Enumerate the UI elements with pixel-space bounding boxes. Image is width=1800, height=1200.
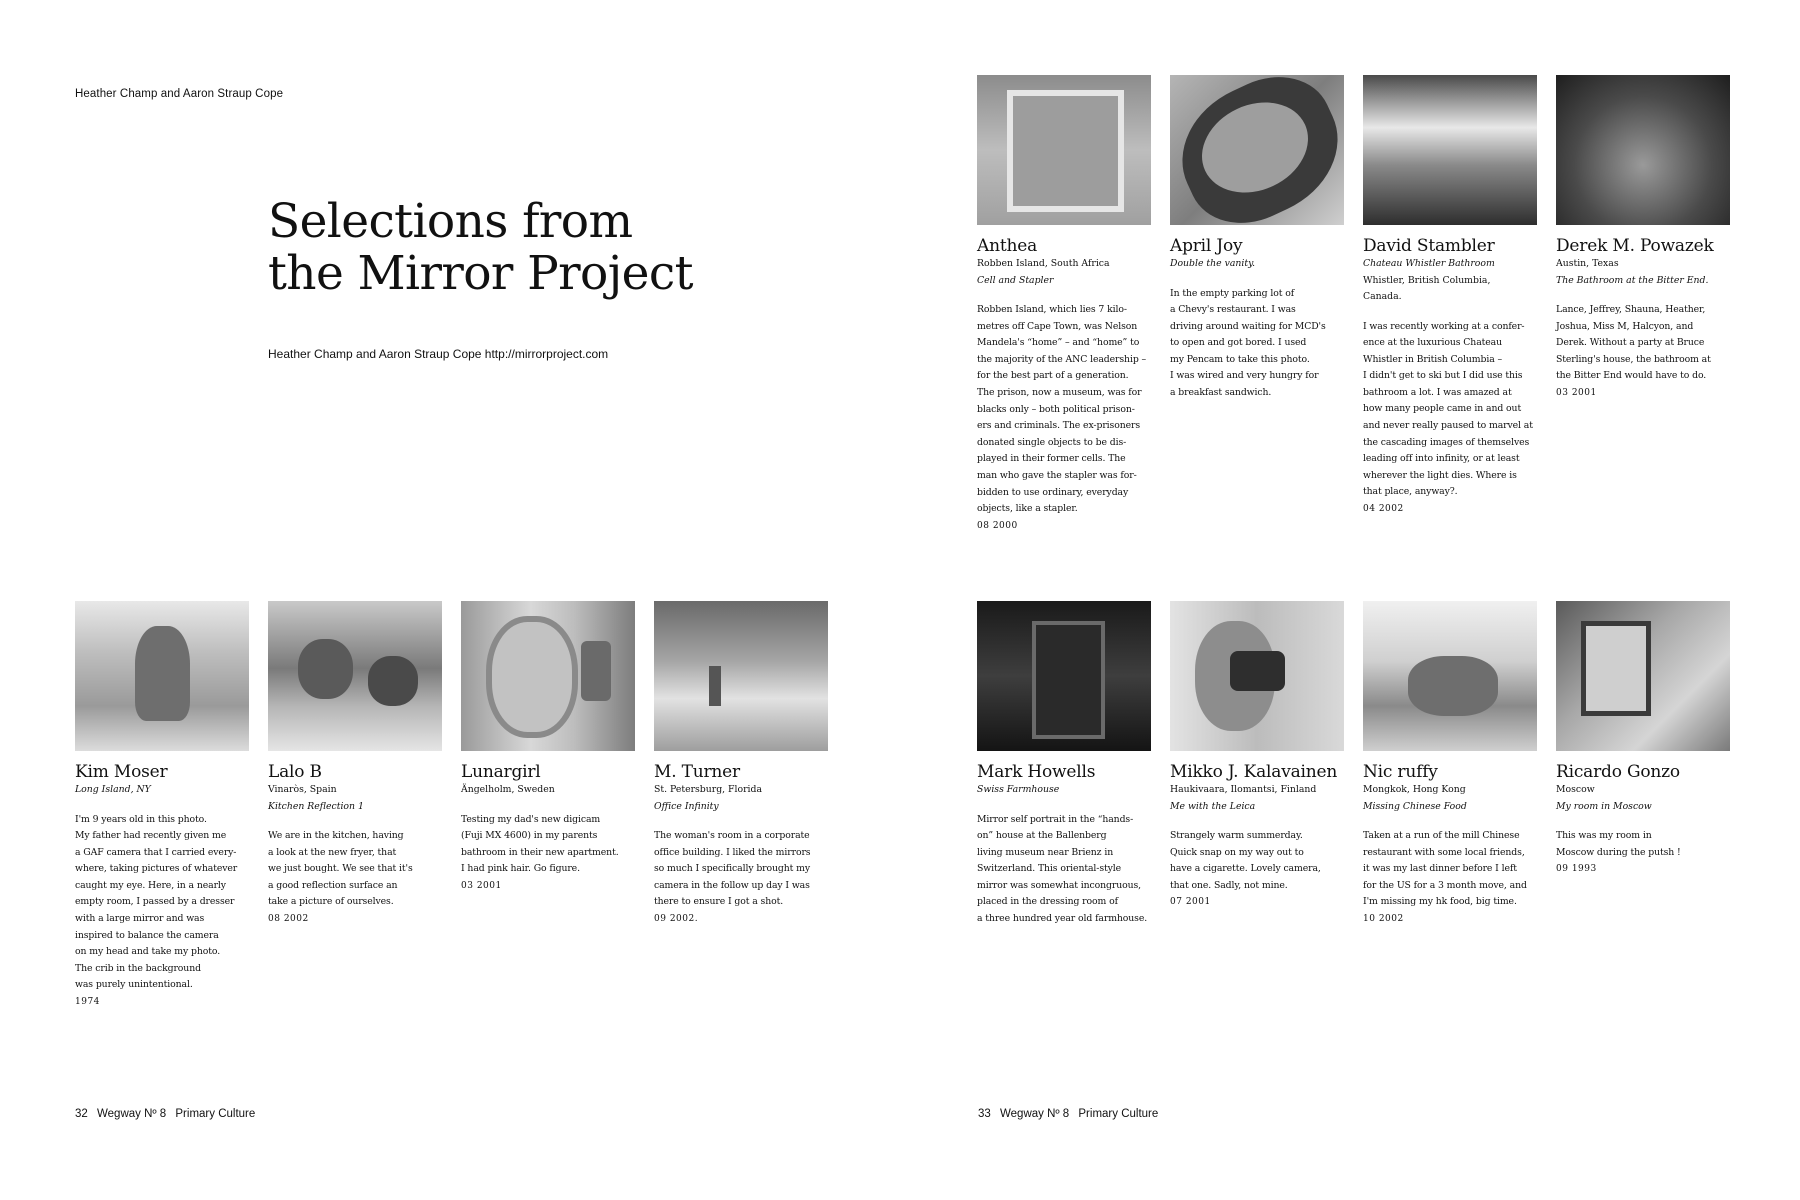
title-line-2: the Mirror Project — [268, 246, 693, 301]
entry-name: Kim Moser — [75, 762, 168, 782]
entry-caption: Cell and Stapler — [977, 274, 1054, 286]
entry-body: Lance, Jeffrey, Shauna, Heather, Joshua, Miss M, Halcyon, and Derek. Without a party at Bruce Sterling's house, the bathroom at the Bitter End would have to do. — [1556, 304, 1711, 382]
photo-kim-moser — [75, 601, 249, 751]
entry-name: Derek M. Powazek — [1556, 236, 1714, 256]
entry-location: Whistler, British Columbia, Canada. — [1363, 274, 1491, 302]
photo-anthea — [977, 75, 1151, 225]
entry-location: St. Petersburg, Florida — [654, 784, 762, 795]
entry-date: 04 2002 — [1363, 504, 1404, 515]
entry-location: Austin, Texas — [1556, 258, 1619, 269]
page-number: 32 — [75, 1108, 88, 1120]
entry-kim-moser — [75, 601, 249, 1010]
folio-left — [75, 1108, 261, 1120]
entry-location: Mongkok, Hong Kong — [1363, 784, 1466, 795]
entry-caption: Me with the Leica — [1170, 800, 1256, 812]
article-title — [268, 196, 693, 300]
entry-derek-powazek — [1556, 75, 1730, 401]
entry-caption: Kitchen Reflection 1 — [268, 800, 364, 812]
photo-david-stambler — [1363, 75, 1537, 225]
entry-body: Strangely warm summerday. Quick snap on my way out to have a cigarette. Lovely camera, that one. Sadly, not mine. — [1170, 830, 1321, 891]
entry-lalo-b — [268, 601, 442, 927]
entry-lunargirl — [461, 601, 635, 894]
photo-m-turner — [654, 601, 828, 751]
photo-mikko-kalavainen — [1170, 601, 1344, 751]
entry-date: 09 1993 — [1556, 864, 1597, 875]
entry-date: 10 2002 — [1363, 913, 1404, 924]
entry-location: Robben Island, South Africa — [977, 258, 1110, 269]
entry-name: April Joy — [1170, 236, 1243, 256]
entry-body: This was my room in Moscow during the putsh ! — [1556, 830, 1681, 858]
entry-body: The woman's room in a corporate office building. I liked the mirrors so much I specifically brought my camera in the follow up day I was there to ensure I got a shot. — [654, 830, 811, 908]
photo-derek-powazek — [1556, 75, 1730, 225]
photo-ricardo-gonzo — [1556, 601, 1730, 751]
entry-date: 09 2002. — [654, 913, 699, 924]
entry-name: Mikko J. Kalavainen — [1170, 762, 1338, 782]
entry-caption: Long Island, NY — [75, 784, 151, 795]
entry-date: 03 2001 — [1556, 387, 1597, 398]
running-header-authors: Heather Champ and Aaron Straup Cope — [75, 88, 284, 100]
entry-body: We are in the kitchen, having a look at the new fryer, that we just bought. We see that it's a good reflection surface an take a picture of ourselves. — [268, 830, 413, 908]
publication-name: Wegway Nº 8 — [97, 1108, 167, 1120]
entry-caption: Missing Chinese Food — [1363, 800, 1467, 812]
entry-caption: The Bathroom at the Bitter End. — [1556, 274, 1709, 286]
entry-date: 08 2000 — [977, 520, 1018, 531]
entry-name: Mark Howells — [977, 762, 1096, 782]
section-name: Primary Culture — [175, 1108, 256, 1120]
entry-name: David Stambler — [1363, 236, 1495, 256]
title-line-1: Selections from — [268, 194, 633, 249]
entry-name: Anthea — [977, 236, 1038, 256]
entry-date: 08 2002 — [268, 913, 309, 924]
entry-mark-howells — [977, 601, 1151, 928]
entry-location: Vinaròs, Spain — [268, 784, 337, 795]
entry-april-joy — [1170, 75, 1344, 402]
entry-nic-ruffy — [1363, 601, 1537, 927]
entry-m-turner — [654, 601, 828, 927]
entry-caption: Office Infinity — [654, 800, 719, 812]
entry-body: Robben Island, which lies 7 kilo- metres off Cape Town, was Nelson Mandela's “home” – and “home” to the majority of the ANC leadership – for the best part of a generation. The prison, now a museum, was for blacks only – both political prison- ers and criminals. The ex-prisoners donated single objects to be dis- played in their former cells. The man who gave the stapler was for- bidden to use ordinary, everyday objects, like a stapler. — [977, 304, 1147, 515]
section-name: Primary Culture — [1078, 1108, 1159, 1120]
entry-body: I'm 9 years old in this photo. My father had recently given me a GAF camera that I carried every- where, taking pictures of whatever caught my eye. Here, in a nearly empty room, I passed by a dresser with a large mirror and was inspired to balance the camera on my head and take my photo. The crib in the background was purely unintentional. — [75, 813, 238, 991]
entry-body: Testing my dad's new digicam (Fuji MX 4600) in my parents bathroom in their new apartment. I had pink hair. Go figure. — [461, 813, 619, 875]
entry-date: 03 2001 — [461, 880, 502, 891]
page-number: 33 — [978, 1108, 991, 1120]
photo-lalo-b — [268, 601, 442, 751]
photo-nic-ruffy — [1363, 601, 1537, 751]
photo-mark-howells — [977, 601, 1151, 751]
entry-name: M. Turner — [654, 762, 740, 782]
entry-location: Moscow — [1556, 784, 1595, 795]
publication-name: Wegway Nº 8 — [1000, 1108, 1070, 1120]
photo-april-joy — [1170, 75, 1344, 225]
entry-location: Haukivaara, Ilomantsi, Finland — [1170, 784, 1317, 795]
right-page — [900, 0, 1800, 1200]
photo-lunargirl — [461, 601, 635, 751]
entry-name: Ricardo Gonzo — [1556, 762, 1680, 782]
entry-location: Ängelholm, Sweden — [461, 784, 555, 795]
entry-body: Mirror self portrait in the “hands- on” house at the Ballenberg living museum near Brienz in Switzerland. This oriental-style mirror was somewhat incongruous, placed in the dressing room of a three hundred year old farmhouse. — [977, 813, 1148, 925]
entry-caption: Chateau Whistler Bathroom — [1363, 258, 1495, 269]
entry-name: Lunargirl — [461, 762, 541, 782]
entry-ricardo-gonzo — [1556, 601, 1730, 877]
entry-date: 1974 — [75, 997, 100, 1008]
entry-david-stambler — [1363, 75, 1537, 517]
entry-caption: Swiss Farmhouse — [977, 784, 1060, 795]
entry-name: Nic ruffy — [1363, 762, 1438, 782]
entry-mikko-kalavainen — [1170, 601, 1344, 910]
entry-body: In the empty parking lot of a Chevy's restaurant. I was driving around waiting for MCD's to open and got bored. I used my Pencam to take this photo. I was wired and very hungry for a breakfast sandwich. — [1170, 287, 1326, 399]
entry-caption: Double the vanity. — [1170, 258, 1256, 269]
entry-caption: My room in Moscow — [1556, 800, 1652, 812]
folio-right — [978, 1108, 1164, 1120]
entry-body: I was recently working at a confer- ence at the luxurious Chateau Whistler in British Columbia – I didn't get to ski but I did use this bathroom a lot. I was amazed at how many people came in and out and never really paused to marvel at the cascading images of themselves leading off into infinity, or at least wherever the light dies. Where is that place, anyway?. — [1363, 320, 1533, 498]
credit-line: Heather Champ and Aaron Straup Cope http://mirrorproject.com — [268, 347, 609, 361]
entry-name: Lalo B — [268, 762, 322, 782]
entry-anthea — [977, 75, 1151, 534]
entry-body: Taken at a run of the mill Chinese restaurant with some local friends, it was my last dinner before I left for the US for a 3 month move, and I'm missing my hk food, big time. — [1363, 830, 1527, 908]
entry-date: 07 2001 — [1170, 897, 1211, 908]
